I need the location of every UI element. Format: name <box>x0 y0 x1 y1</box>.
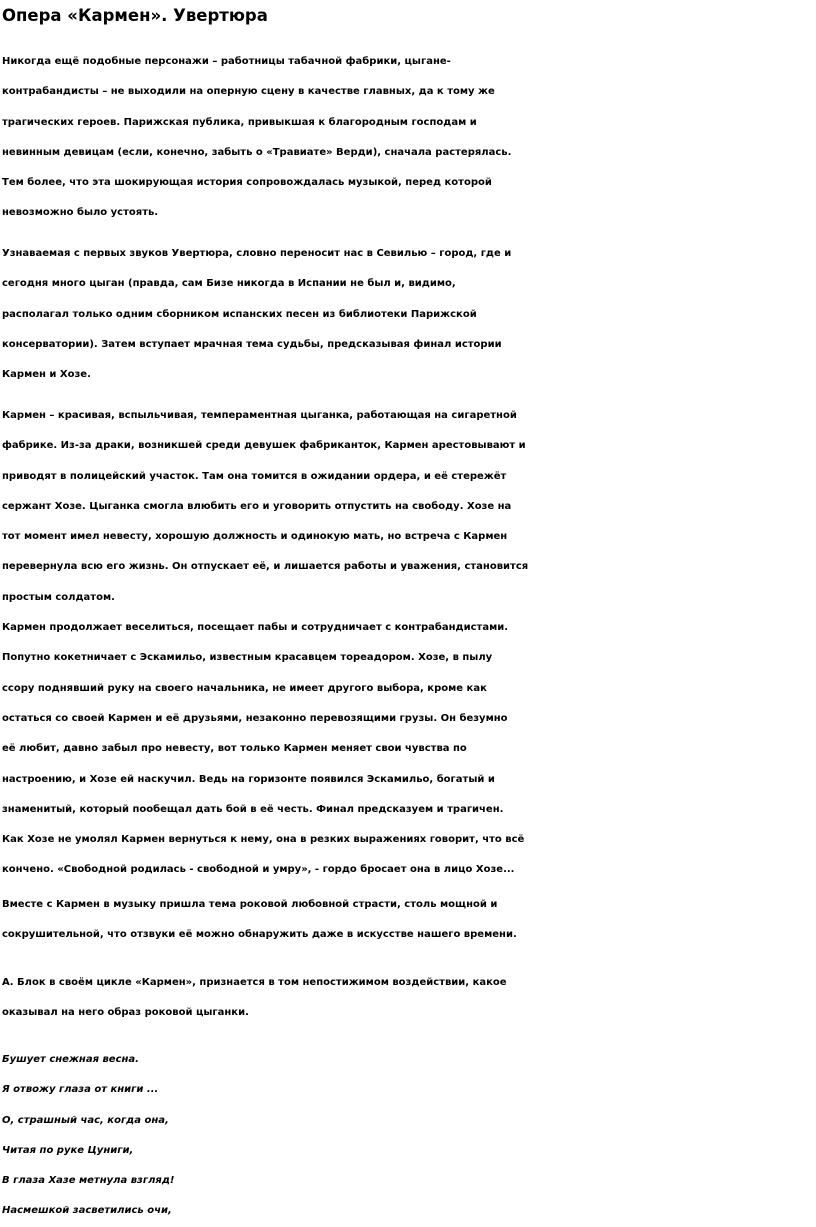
text-line: трагических героев. Парижская публика, привыкшая к благородным господам и <box>2 116 477 128</box>
text-line: простым солдатом. <box>2 591 115 603</box>
text-line: сегодня много цыган (правда, сам Бизе никогда в Испании не был и, видимо, <box>2 278 456 290</box>
text-line: её любит, давно забыл про невесту, вот только Кармен меняет свои чувства по <box>2 743 467 755</box>
text-line: настроению, и Хозе ей наскучил. Ведь на горизонте появился Эскамильо, богатый и <box>2 773 495 785</box>
poem-excerpt <box>2 1045 814 1227</box>
text-line: остаться со своей Кармен и её друзьями, незаконно перевозящими грузы. Он безумно <box>2 712 508 724</box>
document-title: Опера «Кармен». Увертюра <box>2 6 268 25</box>
text-line: Никогда ещё подобные персонажи – работницы табачной фабрики, цыгане- <box>2 56 451 67</box>
poem-line: О, страшный час, когда она, <box>2 1114 169 1126</box>
text-line: Кармен и Хозе. <box>2 369 91 381</box>
poem-line: Насмешкой засветились очи, <box>2 1205 172 1217</box>
text-line: Попутно кокетничает с Эскамильо, известным красавцем тореадором. Хозе, в пылу <box>2 652 493 664</box>
poem-line: В глаза Хазе метнула взгляд! <box>2 1175 175 1187</box>
text-line: фабрике. Из-за драки, возникшей среди девушек фабриканток, Кармен арестовывают и <box>2 440 526 452</box>
paragraph-blok <box>2 968 814 1029</box>
text-line: перевернула всю его жизнь. Он отпускает её, и лишается работы и уважения, становится <box>2 561 529 573</box>
text-line: Вместе с Кармен в музыку пришла тема роковой любовной страсти, столь мощной и <box>2 899 498 910</box>
text-line: сокрушительной, что отзвуки её можно обнаружить даже в искусстве нашего времени. <box>2 929 517 941</box>
text-line: А. Блок в своём цикле «Кармен», признается в том непостижимом воздействии, какое <box>2 977 507 988</box>
text-line: сержант Хозе. Цыганка смогла влюбить его и уговорить отпустить на свободу. Хозе на <box>2 500 512 512</box>
paragraph-plot <box>2 401 814 886</box>
poem-line: Бушует снежная весна. <box>2 1054 139 1065</box>
text-line: консерватории). Затем вступает мрачная тема судьбы, предсказывая финал истории <box>2 338 502 350</box>
text-line: тот момент имел невесту, хорошую должность и одинокую мать, но встреча с Кармен <box>2 531 508 543</box>
text-line: кончено. «Свободной родилась - свободной и умру», - гордо бросает она в лицо Хозе... <box>2 864 515 876</box>
poem-line: Я отвожу глаза от книги ... <box>2 1084 159 1096</box>
text-line: Тем более, что эта шокирующая история сопровождалась музыкой, перед которой <box>2 177 492 189</box>
text-line: располагал только одним сборником испанских песен из библиотеки Парижской <box>2 308 477 320</box>
text-line: Как Хозе не умолял Кармен вернуться к нему, она в резких выражениях говорит, что всё <box>2 834 525 846</box>
text-line: Узнаваемая с первых звуков Увертюра, словно переносит нас в Севилью – город, где и <box>2 248 512 259</box>
text-line: невинным девицам (если, конечно, забыть о «Травиате» Верди), сначала растерялась. <box>2 146 512 158</box>
paragraph-theme <box>2 890 814 951</box>
text-line: контрабандисты – не выходили на оперную сцену в качестве главных, да к тому же <box>2 86 495 98</box>
text-line: приводят в полицейский участок. Там она томится в ожидании ордера, и её стережёт <box>2 470 507 482</box>
text-line: оказывал на него образ роковой цыганки. <box>2 1007 249 1019</box>
text-line: невозможно было устоять. <box>2 207 159 219</box>
text-line: знаменитый, который пообещал дать бой в её честь. Финал предсказуем и трагичен. <box>2 803 504 815</box>
paragraph-overture <box>2 239 814 390</box>
text-line: Кармен продолжает веселиться, посещает пабы и сотрудничает с контрабандистами. <box>2 622 509 634</box>
text-line: ссору поднявший руку на своего начальника, не имеет другого выбора, кроме как <box>2 682 487 694</box>
text-line: Кармен – красивая, вспыльчивая, темпераментная цыганка, работающая на сигаретной <box>2 410 517 421</box>
paragraph-intro <box>2 47 814 229</box>
poem-line: Читая по руке Цуниги, <box>2 1144 134 1156</box>
